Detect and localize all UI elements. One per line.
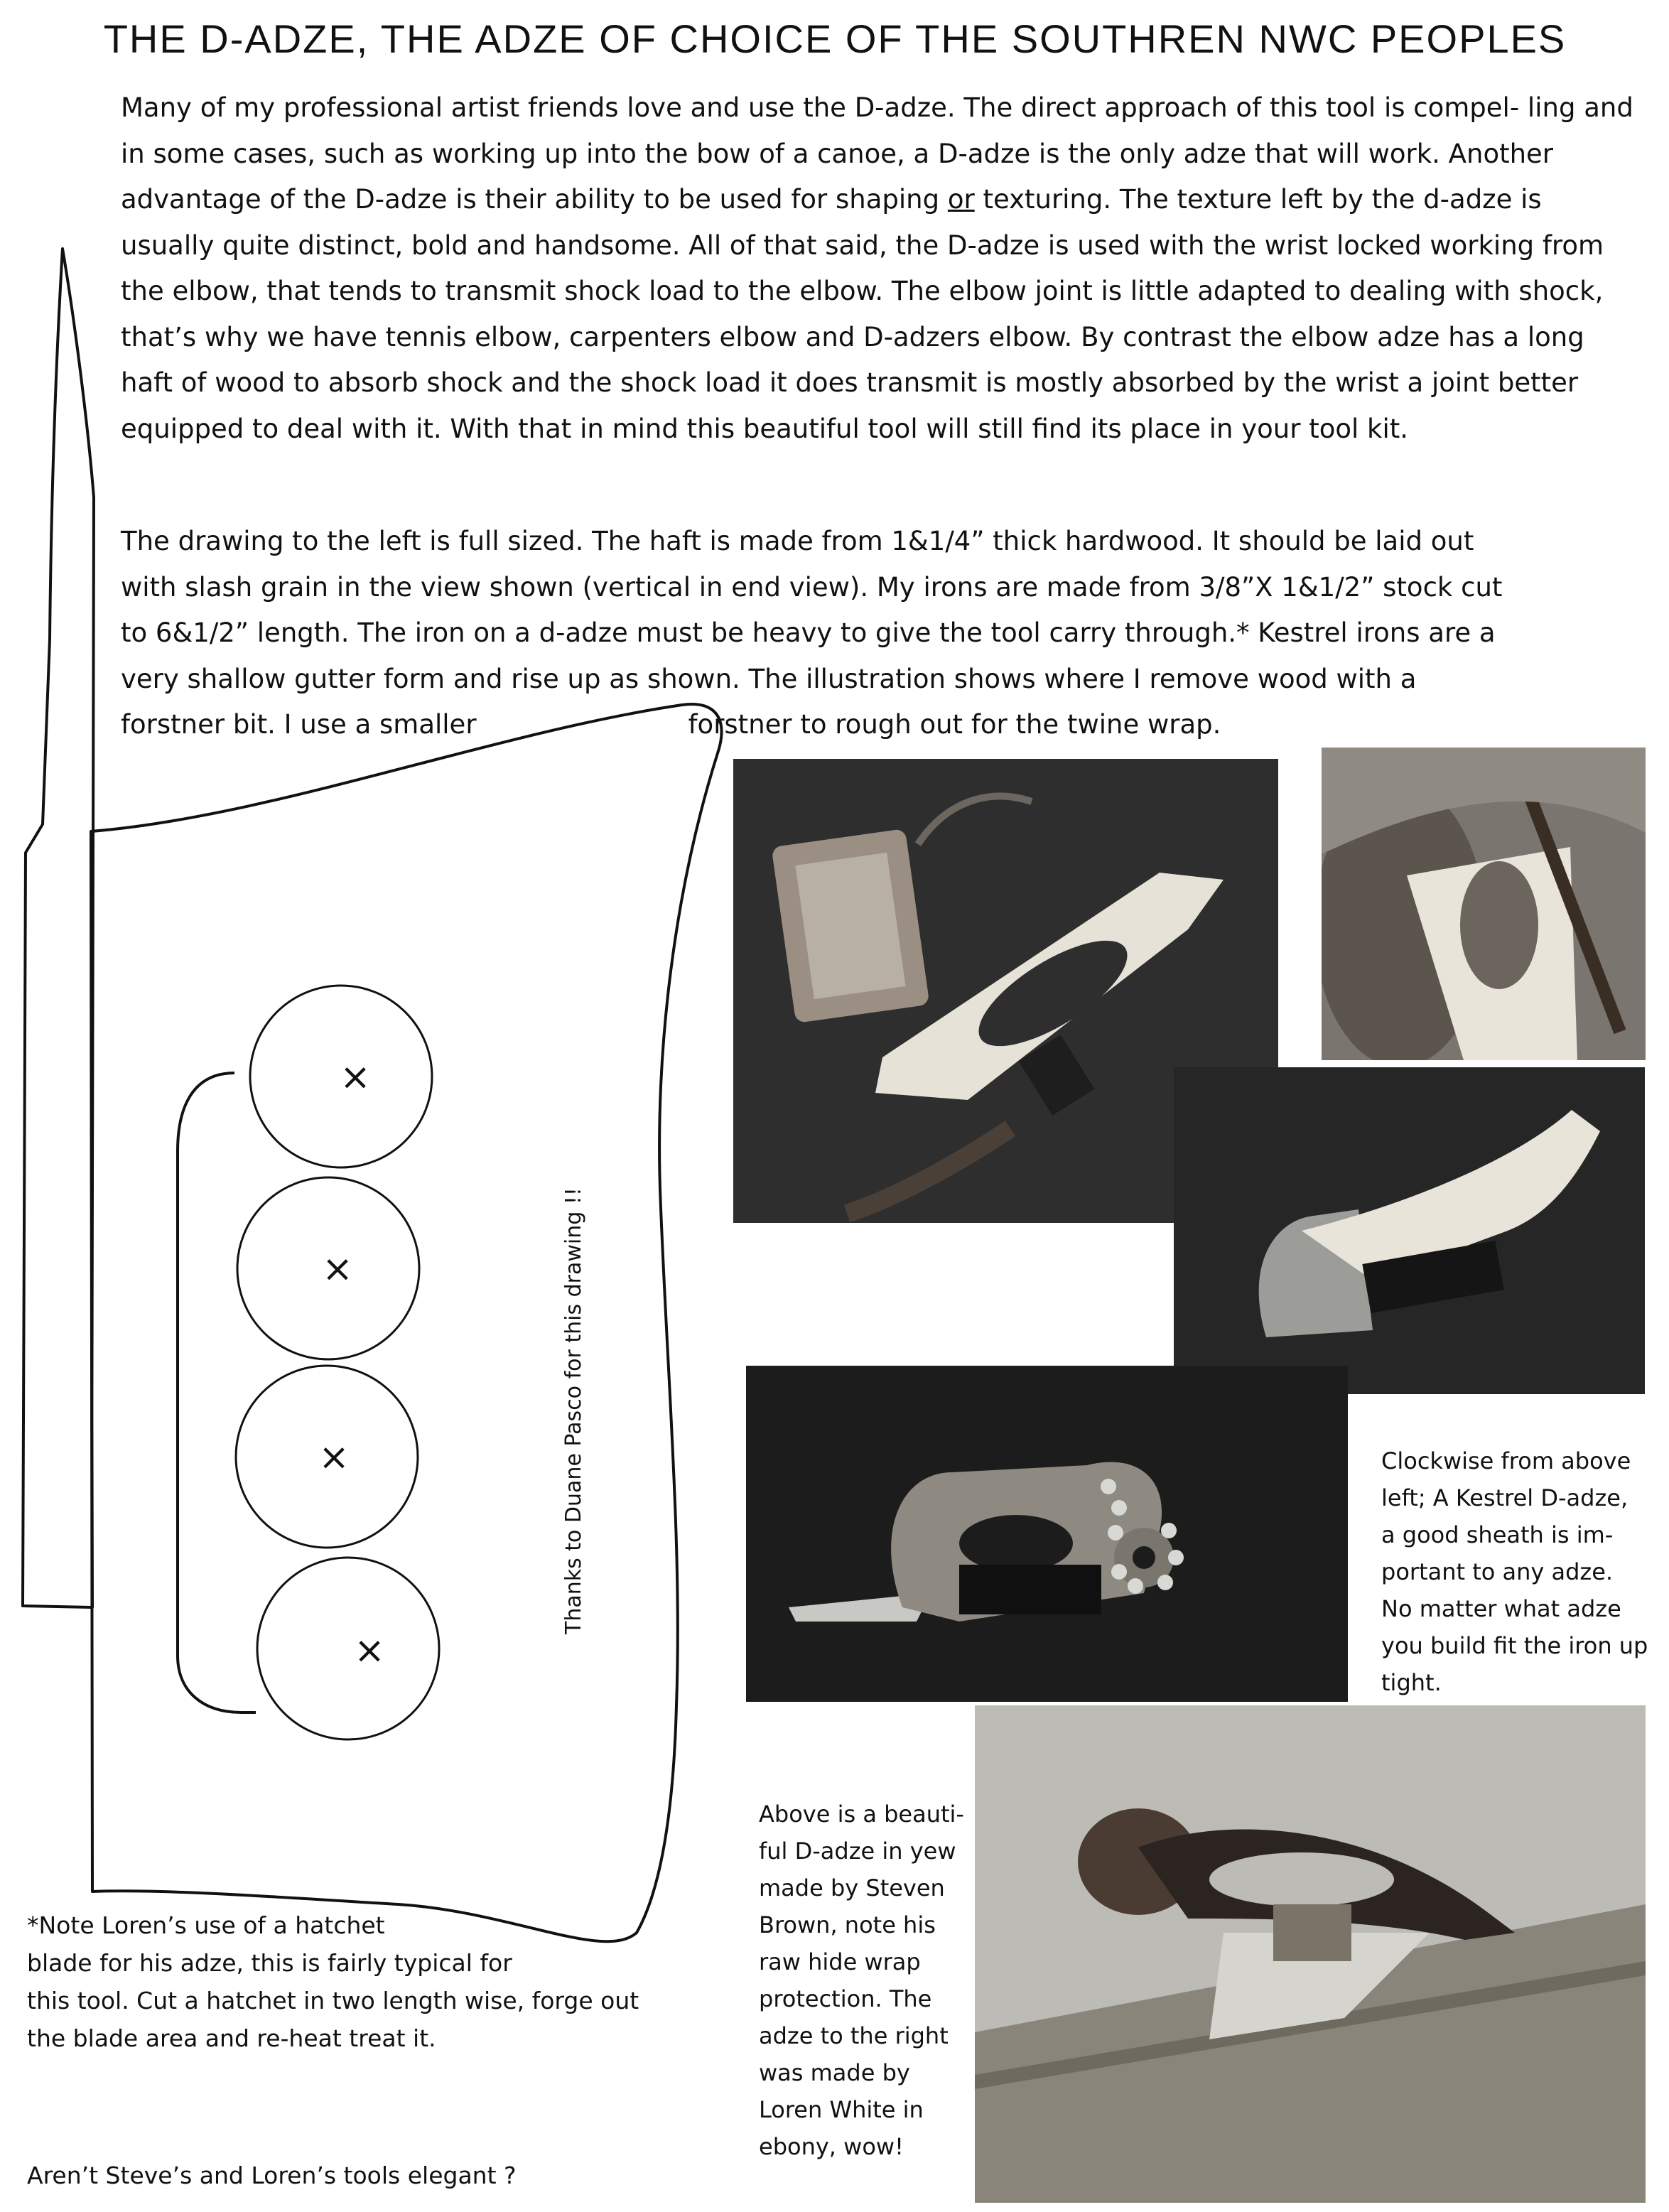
caption-above-line-1: Above is a beauti- — [759, 1801, 964, 1828]
caption-above-line-5: raw hide wrap — [759, 1948, 921, 1975]
note-line-1: *Note Loren’s use of a hatchet — [27, 1911, 385, 1939]
page-title: THE D-ADZE, THE ADZE OF CHOICE OF THE SOUTHREN NWC PEOPLES — [103, 16, 1567, 61]
caption-clockwise — [1381, 1442, 1651, 1701]
construction-line-5-left: forstner bit. I use a smaller — [121, 709, 477, 740]
side-view-image — [1174, 1067, 1645, 1394]
note-line-4: the blade area and re-heat treat it. — [27, 2024, 436, 2052]
hole-center-mark-2: × — [322, 1248, 353, 1290]
hole-center-mark-3: × — [318, 1436, 350, 1479]
caption-clockwise-line-7: tight. — [1381, 1669, 1442, 1696]
forstner-hole-4 — [257, 1558, 439, 1739]
caption-above-line-2: ful D-adze in yew — [759, 1838, 956, 1865]
ebony-d-adze-image — [975, 1705, 1646, 2203]
photo-ebony-d-adze-loren-white — [975, 1705, 1646, 2203]
caption-above-line-3: made by Steven — [759, 1874, 945, 1901]
photo-yew-d-adze-steven-brown — [746, 1366, 1348, 1702]
hole-center-mark-1: × — [340, 1056, 371, 1099]
caption-above — [759, 1796, 972, 2165]
yew-d-adze-image — [746, 1366, 1348, 1702]
hole-center-mark-4: × — [354, 1629, 385, 1672]
caption-clockwise-line-2: left; A Kestrel D-adze, — [1381, 1484, 1629, 1511]
caption-clockwise-line-6: you build fit the iron up — [1381, 1632, 1648, 1659]
note-line-3: this tool. Cut a hatchet in two length wise, forge out — [27, 1987, 639, 2014]
caption-clockwise-line-1: Clockwise from above — [1381, 1447, 1631, 1474]
caption-above-line-4: Brown, note his — [759, 1911, 936, 1938]
caption-above-line-6: protection. The — [759, 1985, 932, 2012]
construction-line-1: The drawing to the left is full sized. The haft is made from 1&1/4” thick hardwood. It should be laid out — [121, 526, 1474, 556]
caption-above-line-10: ebony, wow! — [759, 2133, 904, 2160]
hand-holding-image — [1322, 748, 1646, 1060]
construction-line-3: to 6&1/2” length. The iron on a d-adze must be heavy to give the tool carry through.* Kestrel irons are a — [121, 617, 1496, 648]
caption-clockwise-line-4: portant to any adze. — [1381, 1558, 1614, 1585]
d-adze-drawing — [0, 0, 782, 2212]
intro-text-end: texturing. The texture left by the d-adze is usually quite distinct, bold and handsome. All of that said, the D-adze is used with the wrist locked working from the elbow, that tends to transmit shock load to the elbow. The elbow joint is little adapted to dealing with shock, that’s why we have tennis elbow, carpenters elbow and D-adzers elbow. By contrast the elbow adze has a long haft of wood to absorb shock and the shock load it does transmit is mostly absorbed by the wrist a joint better equipped to deal with it. With that in mind this beautiful tool will still find its place in your tool kit. — [121, 184, 1604, 444]
blade-outline — [23, 249, 94, 1607]
construction-line-4: very shallow gutter form and rise up as shown. The illustration shows where I remove wood with a — [121, 663, 1417, 694]
construction-line-2: with slash grain in the view shown (vertical in end view). My irons are made from 3/8”X 1&1/2” stock cut — [121, 571, 1503, 603]
slot-outline — [178, 1073, 256, 1712]
photo-hand-holding-d-adze — [1322, 748, 1646, 1060]
caption-clockwise-line-5: No matter what adze — [1381, 1595, 1621, 1622]
caption-above-line-7: adze to the right — [759, 2022, 949, 2049]
caption-clockwise-line-3: a good sheath is im- — [1381, 1521, 1614, 1548]
hatchet-note — [27, 1906, 738, 2057]
note-line-2: blade for his adze, this is fairly typical for — [27, 1949, 512, 1977]
caption-above-line-8: was made by — [759, 2059, 910, 2086]
construction-line-5-right: forstner to rough out for the twine wrap. — [688, 709, 1221, 740]
intro-text-start: Many of my professional artist friends love and use the D-adze. The direct approach of this tool is compel- ling and in some cases, such as working up into the bow of a canoe, a D-adze is the only adze that will work. Another advantage of the D-adze is their ability to be used for shaping — [121, 92, 1633, 215]
photo-d-adze-side-view — [1174, 1067, 1645, 1394]
intro-emphasis: or — [947, 184, 975, 215]
closing-remark: Aren’t Steve’s and Loren’s tools elegant ? — [27, 2162, 517, 2189]
caption-above-line-9: Loren White in — [759, 2096, 924, 2123]
blank-outline — [91, 704, 722, 1941]
